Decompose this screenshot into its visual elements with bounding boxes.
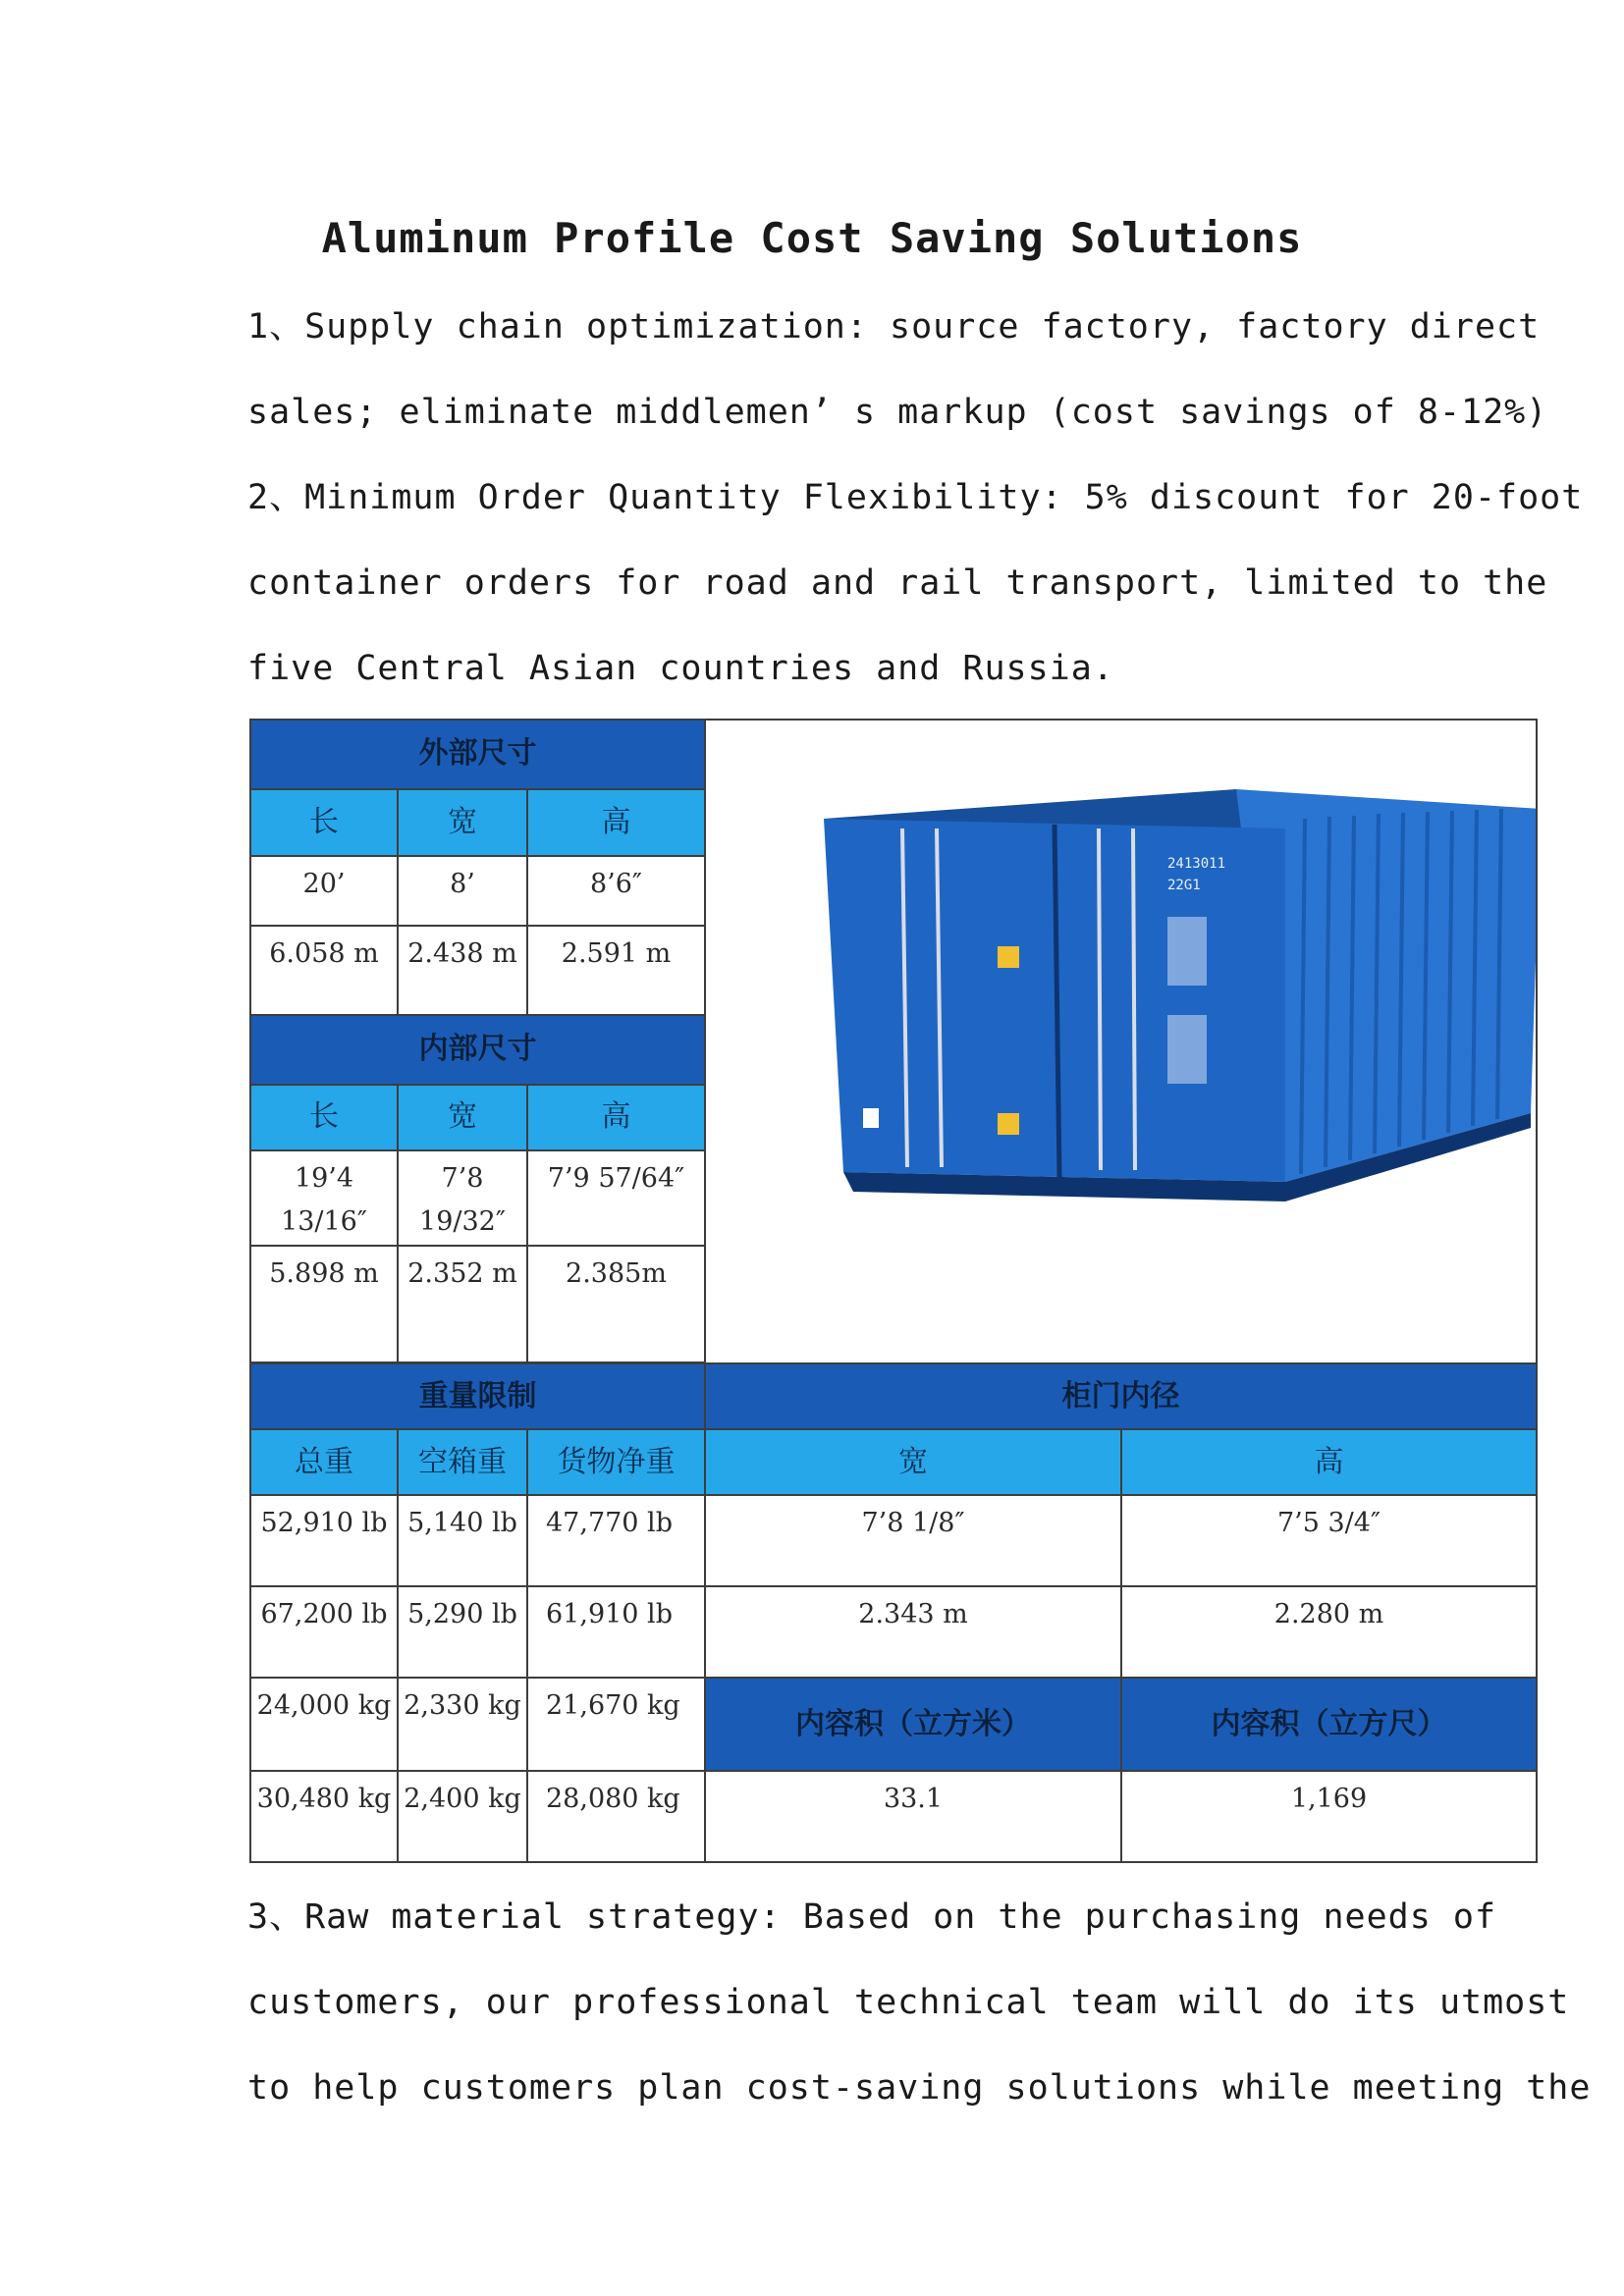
door-label-bottom: 22G1 bbox=[1167, 878, 1201, 893]
door-tag bbox=[863, 1108, 879, 1128]
table-cell: 8’ bbox=[398, 856, 527, 926]
text-line: sales; eliminate middlemen’ s markup (cost savings of 8-12%) bbox=[247, 393, 1548, 432]
table-cell: 28,080 kg bbox=[527, 1771, 705, 1862]
text-line: 2、Minimum Order Quantity Flexibility: 5% discount for 20-foot bbox=[247, 478, 1584, 517]
table-cell: 20’ bbox=[250, 856, 398, 926]
weight-col-tare: 空箱重 bbox=[398, 1429, 527, 1495]
text-line: to help customers plan cost-saving solutions while meeting the bbox=[247, 2068, 1592, 2108]
door-opening-header: 柜门内径 bbox=[705, 1363, 1537, 1429]
external-col-length: 长 bbox=[250, 789, 398, 856]
weight-col-gross: 总重 bbox=[250, 1429, 398, 1495]
table-cell: 33.1 bbox=[705, 1771, 1121, 1862]
door-info-block bbox=[1167, 917, 1207, 986]
text-line: five Central Asian countries and Russia. bbox=[247, 649, 1114, 688]
table-cell: 5,290 lb bbox=[398, 1586, 527, 1678]
external-col-width: 宽 bbox=[398, 789, 527, 856]
table-cell: 8’6″ bbox=[527, 856, 705, 926]
table-cell: 2.343 m bbox=[705, 1586, 1121, 1678]
table-cell: 2.385m bbox=[527, 1246, 705, 1362]
text-line: customers, our professional technical team will do its utmost bbox=[247, 1983, 1570, 2022]
table-cell: 52,910 lb bbox=[250, 1495, 398, 1586]
text-line: 1、Supply chain optimization: source factory, factory direct bbox=[247, 307, 1541, 347]
table-cell: 21,670 kg bbox=[527, 1678, 705, 1771]
container-spec-table bbox=[249, 719, 1538, 1863]
table-cell: 2,400 kg bbox=[398, 1771, 527, 1862]
table-cell: 5.898 m bbox=[250, 1246, 398, 1362]
internal-col-height: 高 bbox=[527, 1085, 705, 1151]
paragraph-1-2 bbox=[247, 285, 1584, 712]
document-title: Aluminum Profile Cost Saving Solutions bbox=[321, 214, 1303, 262]
internal-dimensions-header: 内部尺寸 bbox=[250, 1015, 705, 1085]
door-col-height: 高 bbox=[1121, 1429, 1537, 1495]
table-cell: 7’5 3/4″ bbox=[1121, 1495, 1537, 1586]
table-cell: 7’8 1/8″ bbox=[705, 1495, 1121, 1586]
table-cell: 67,200 lb bbox=[250, 1586, 398, 1678]
internal-col-length: 长 bbox=[250, 1085, 398, 1151]
volume-cubic-feet-header: 内容积（立方尺） bbox=[1121, 1678, 1537, 1771]
table-cell: 19’4 13/16″ bbox=[250, 1150, 398, 1246]
door-info-block bbox=[1167, 1015, 1207, 1084]
table-cell: 30,480 kg bbox=[250, 1771, 398, 1862]
table-cell: 7’8 19/32″ bbox=[398, 1150, 527, 1246]
table-cell: 47,770 lb bbox=[527, 1495, 705, 1586]
table-cell: 1,169 bbox=[1121, 1771, 1537, 1862]
external-col-height: 高 bbox=[527, 789, 705, 856]
text-line: container orders for road and rail transport, limited to the bbox=[247, 563, 1548, 603]
door-placard-upper bbox=[998, 946, 1019, 968]
door-placard-lower bbox=[998, 1113, 1019, 1135]
shipping-container-illustration bbox=[706, 721, 1537, 1349]
weight-col-payload: 货物净重 bbox=[527, 1429, 705, 1495]
table-cell: 2.438 m bbox=[398, 926, 527, 1015]
table-cell: 24,000 kg bbox=[250, 1678, 398, 1771]
volume-cubic-meters-header: 内容积（立方米） bbox=[705, 1678, 1121, 1771]
container-image bbox=[705, 720, 1537, 1363]
weight-limits-header: 重量限制 bbox=[250, 1363, 705, 1429]
table-cell: 5,140 lb bbox=[398, 1495, 527, 1586]
table-cell: 7’9 57/64″ bbox=[527, 1150, 705, 1246]
table-cell: 2.591 m bbox=[527, 926, 705, 1015]
paragraph-3 bbox=[247, 1875, 1592, 2131]
door-col-width: 宽 bbox=[705, 1429, 1121, 1495]
table-cell: 2,330 kg bbox=[398, 1678, 527, 1771]
table-cell: 2.352 m bbox=[398, 1246, 527, 1362]
table-cell: 61,910 lb bbox=[527, 1586, 705, 1678]
external-dimensions-header: 外部尺寸 bbox=[250, 720, 705, 789]
table-cell: 2.280 m bbox=[1121, 1586, 1537, 1678]
text-line: 3、Raw material strategy: Based on the purchasing needs of bbox=[247, 1897, 1497, 1937]
table-cell: 6.058 m bbox=[250, 926, 398, 1015]
internal-col-width: 宽 bbox=[398, 1085, 527, 1151]
door-label-top: 2413011 bbox=[1167, 856, 1226, 872]
